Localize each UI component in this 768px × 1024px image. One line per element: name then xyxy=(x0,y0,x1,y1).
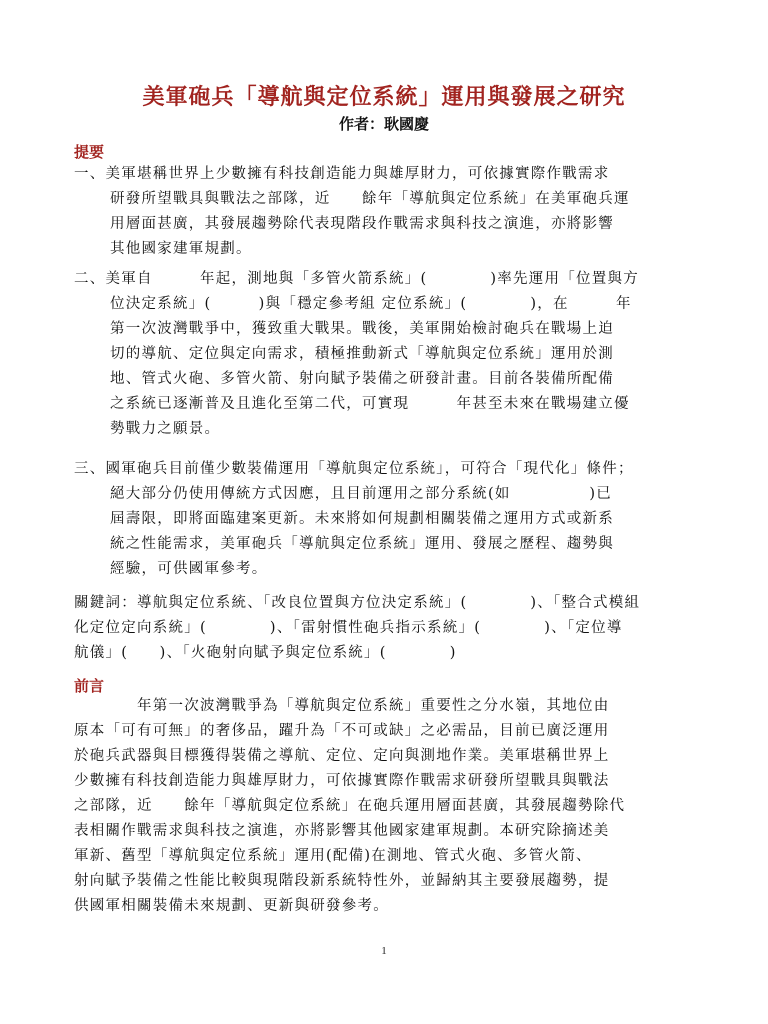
paper-title: 美軍砲兵「導航與定位系統」運用與發展之研究 xyxy=(142,84,626,110)
preface-line-6: 表相關作戰需求與科技之演進，亦將影響其他國家建軍規劃。本研究除摘述美 xyxy=(74,823,610,839)
abstract-item-3-line-2: 絕大部分仍使用傳統方式因應，且目前運用之部分系統(如 )已 xyxy=(110,486,613,502)
preface-line-8: 射向賦予裝備之性能比較與現階段新系統特性外，並歸納其主要發展趨勢，提 xyxy=(74,873,610,889)
abstract-item-3-line-4: 統之性能需求，美軍砲兵「導航與定位系統」運用、發展之歷程、趨勢與 xyxy=(110,536,614,552)
preface-line-1: 年第一次波灣戰爭為「導航與定位系統」重要性之分水嶺，其地位由 xyxy=(74,698,610,714)
author-line: 作者：耿國慶 xyxy=(338,115,429,133)
abstract-item-2-line-4: 切的導航、定位與定向需求，積極推動新式「導航與定位系統」運用於測 xyxy=(110,346,614,362)
abstract-item-3-line-1: 三、國軍砲兵目前僅少數裝備運用「導航與定位系統」，可符合「現代化」條件； xyxy=(74,461,634,477)
abstract-item-2-line-3: 第一次波灣戰爭中，獲致重大戰果。戰後，美軍開始檢討砲兵在戰場上迫 xyxy=(110,321,614,337)
abstract-item-2-line-2: 位決定系統」( )與「穩定參考組 定位系統」( )，在 年 xyxy=(110,296,632,312)
keywords-line-1: 關鍵詞：導航與定位系統、「改良位置與方位決定系統」( )、「整合式模組 xyxy=(74,595,641,611)
preface-line-4: 少數擁有科技創造能力與雄厚財力，可依據實際作戰需求研發所望戰具與戰法 xyxy=(74,773,610,789)
abstract-item-2-line-7: 勢戰力之願景。 xyxy=(110,421,221,437)
abstract-item-2-line-5: 地、管式火砲、多管火箭、射向賦予裝備之研發計畫。目前各裝備所配備 xyxy=(110,371,614,387)
preface-line-5: 之部隊，近 餘年「導航與定位系統」在砲兵運用層面甚廣，其發展趨勢除代 xyxy=(74,798,626,814)
preface-heading: 前言 xyxy=(74,677,105,695)
preface-line-7: 軍新、舊型「導航與定位系統」運用(配備)在測地、管式火砲、多管火箭、 xyxy=(74,848,592,864)
keywords-line-3: 航儀」( )、「火砲射向賦予與定位系統」( ) xyxy=(74,645,457,661)
page-number: 1 xyxy=(381,945,387,957)
abstract-item-1-line-2: 研發所望戰具與戰法之部隊，近 餘年「導航與定位系統」在美軍砲兵運 xyxy=(110,191,630,207)
abstract-heading: 提要 xyxy=(74,143,105,161)
preface-line-3: 於砲兵武器與目標獲得裝備之導航、定位、定向與測地作業。美軍堪稱世界上 xyxy=(74,748,610,764)
abstract-item-3-line-3: 屆壽限，即將面臨建案更新。未來將如何規劃相關裝備之運用方式或新系 xyxy=(110,511,614,527)
preface-line-9: 供國軍相關裝備未來規劃、更新與研發參考。 xyxy=(74,898,389,914)
preface-line-2: 原本「可有可無」的奢侈品，躍升為「不可或缺」之必需品，目前已廣泛運用 xyxy=(74,723,610,739)
abstract-item-2-line-6: 之系統已逐漸普及且進化至第二代，可實現 年甚至未來在戰場建立優 xyxy=(110,396,630,412)
abstract-item-3-line-5: 經驗，可供國軍參考。 xyxy=(110,561,268,577)
abstract-item-1-line-1: 一、美軍堪稱世界上少數擁有科技創造能力與雄厚財力，可依據實際作戰需求 xyxy=(74,166,610,182)
keywords-line-2: 化定位定向系統」( )、「雷射慣性砲兵指示系統」( )、「定位導 xyxy=(74,620,623,636)
abstract-item-1-line-3: 用層面甚廣，其發展趨勢除代表現階段作戰需求與科技之演進，亦將影響 xyxy=(110,216,614,232)
abstract-item-1-line-4: 其他國家建軍規劃。 xyxy=(110,241,252,257)
abstract-item-2-line-1: 二、美軍自 年起，測地與「多管火箭系統」( )率先運用「位置與方 xyxy=(74,271,640,287)
